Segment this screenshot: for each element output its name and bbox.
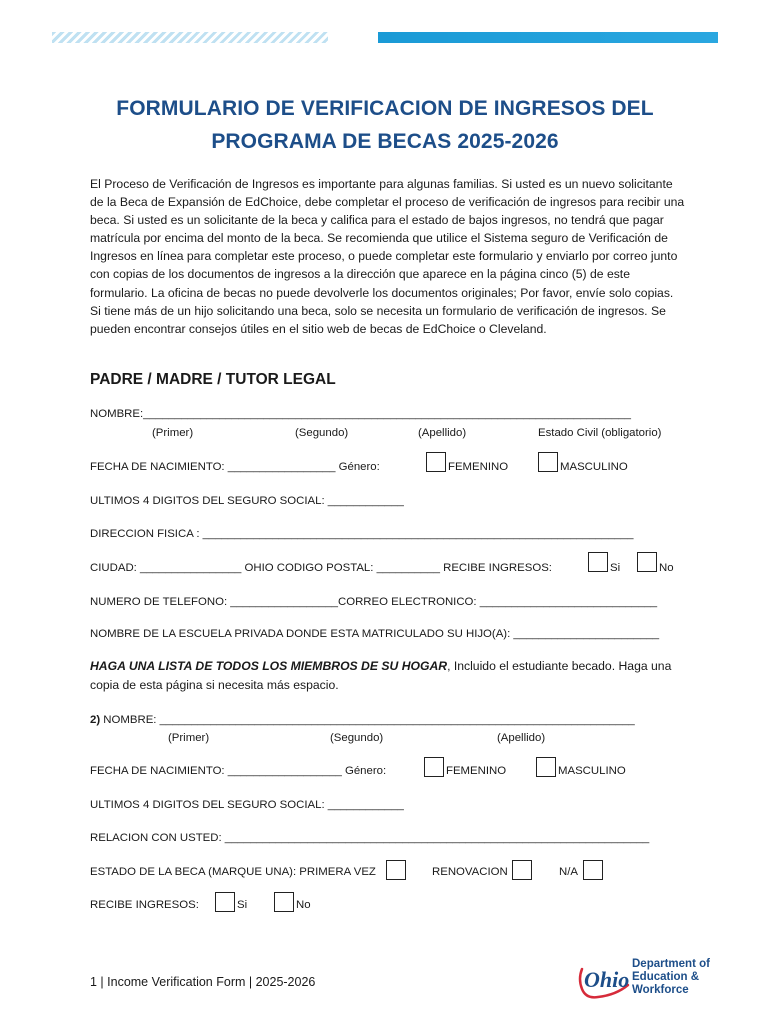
parent-male-label: MASCULINO xyxy=(560,461,628,473)
member-income-yes-label: Si xyxy=(237,899,248,911)
title-line-1: FORMULARIO DE VERIFICACION DE INGRESOS DEL xyxy=(116,97,654,120)
member-number: 2) xyxy=(90,714,101,726)
parent-income-yes-checkbox[interactable] xyxy=(588,552,608,572)
member-ssn-field[interactable]: ULTIMOS 4 DIGITOS DEL SEGURO SOCIAL: ____________ xyxy=(90,799,404,811)
member-male-checkbox[interactable] xyxy=(536,757,556,777)
parent-name-field[interactable]: NOMBRE:_____________________________________________________________________________ xyxy=(90,408,631,420)
member-dob-field[interactable]: FECHA DE NACIMIENTO: __________________ Género: xyxy=(90,765,387,777)
header-band-solid xyxy=(378,32,718,43)
household-note-rest: , Incluido el estudiante becado. Haga una copia de esta página si necesita más espacio. xyxy=(90,659,672,692)
member-relation-field[interactable]: RELACION CON USTED: ___________________________________________________________________ xyxy=(90,832,650,844)
member-male-label: MASCULINO xyxy=(558,765,626,777)
member-income-label: RECIBE INGRESOS: xyxy=(90,899,199,911)
parent-dob-field[interactable]: FECHA DE NACIMIENTO: _________________ Género: xyxy=(90,461,380,473)
member-income-no-label: No xyxy=(296,899,311,911)
parent-income-yes-label: Si xyxy=(610,562,621,574)
parent-male-checkbox[interactable] xyxy=(538,452,558,472)
title-line-2: PROGRAMA DE BECAS 2025-2026 xyxy=(211,130,559,153)
member-sub-first: (Primer) xyxy=(168,732,210,744)
status-renewal-label: RENOVACION xyxy=(432,866,508,878)
member-status-label: ESTADO DE LA BECA (MARQUE UNA): PRIMERA VEZ xyxy=(90,866,376,878)
status-renewal-checkbox[interactable] xyxy=(512,860,532,880)
dept-line-3: Workforce xyxy=(632,984,689,996)
header-band-striped xyxy=(52,32,328,43)
dept-line-1: Department of xyxy=(632,958,710,970)
parent-female-checkbox[interactable] xyxy=(426,452,446,472)
parent-income-no-label: No xyxy=(659,562,674,574)
parent-city-zip-field[interactable]: CIUDAD: ________________ OHIO CODIGO POSTAL: __________ RECIBE INGRESOS: xyxy=(90,562,552,574)
member-name-line: NOMBRE: ___________________________________________________________________________ xyxy=(100,714,635,726)
member-income-yes-checkbox[interactable] xyxy=(215,892,235,912)
parent-sub-civil: Estado Civil (obligatorio) xyxy=(538,427,662,439)
department-name xyxy=(632,958,710,997)
parent-female-label: FEMENINO xyxy=(448,461,509,473)
page-footer: 1 | Income Verification Form | 2025-2026 xyxy=(90,975,316,989)
parent-address-field[interactable]: DIRECCION FISICA : ____________________________________________________________________ xyxy=(90,528,634,540)
member-female-checkbox[interactable] xyxy=(424,757,444,777)
member-name-field[interactable] xyxy=(90,714,635,726)
parent-income-no-checkbox[interactable] xyxy=(637,552,657,572)
member-female-label: FEMENINO xyxy=(446,765,507,777)
logo-ohio-word: Ohio xyxy=(584,967,630,992)
household-note-bold: HAGA UNA LISTA DE TODOS LOS MIEMBROS DE SU HOGAR xyxy=(90,659,448,673)
intro-paragraph: El Proceso de Verificación de Ingresos es importante para algunas familias. Si usted es un nuevo solicitante de la Beca de Expansión de EdChoice, debe completar el proceso de verificación de ingresos para recibir una beca. Si usted es un solicitante de la beca y califica para el estado de bajos ingresos, no tendrá que pagar matrícula por encima del monto de la beca. Se recomienda que utilice el Sistema seguro de Verificación de Ingresos en línea para completar este proceso, o puede completar este formulario y enviarlo por correo junto con copias de los documentos de ingresos a la dirección que aparece en la página cinco (5) de este formulario. La oficina de becas no puede devolverle los documentos originales; Por favor, envíe solo copias. Si tiene más de un hijo solicitando una beca, solo se necesita un formulario de verificación de ingresos. Se pueden encontrar consejos útiles en el sitio web de becas de EdChoice o Cleveland. xyxy=(90,177,685,336)
parent-section-title: PADRE / MADRE / TUTOR LEGAL xyxy=(90,371,336,388)
status-na-label: N/A xyxy=(559,866,578,878)
parent-ssn-field[interactable]: ULTIMOS 4 DIGITOS DEL SEGURO SOCIAL: ____________ xyxy=(90,495,404,507)
parent-phone-email-field[interactable]: NUMERO DE TELEFONO: _________________CORREO ELECTRONICO: ____________________________ xyxy=(90,596,658,608)
member-income-no-checkbox[interactable] xyxy=(274,892,294,912)
member-sub-second: (Segundo) xyxy=(330,732,384,744)
parent-sub-first: (Primer) xyxy=(152,427,194,439)
member-sub-last: (Apellido) xyxy=(497,732,546,744)
status-first-time-checkbox[interactable] xyxy=(386,860,406,880)
page-title xyxy=(60,92,710,158)
parent-school-field[interactable]: NOMBRE DE LA ESCUELA PRIVADA DONDE ESTA MATRICULADO SU HIJO(A): _______________________ xyxy=(90,628,660,640)
status-na-checkbox[interactable] xyxy=(583,860,603,880)
parent-sub-second: (Segundo) xyxy=(295,427,349,439)
dept-line-2: Education & xyxy=(632,971,700,983)
household-note xyxy=(90,657,690,695)
parent-sub-last: (Apellido) xyxy=(418,427,467,439)
